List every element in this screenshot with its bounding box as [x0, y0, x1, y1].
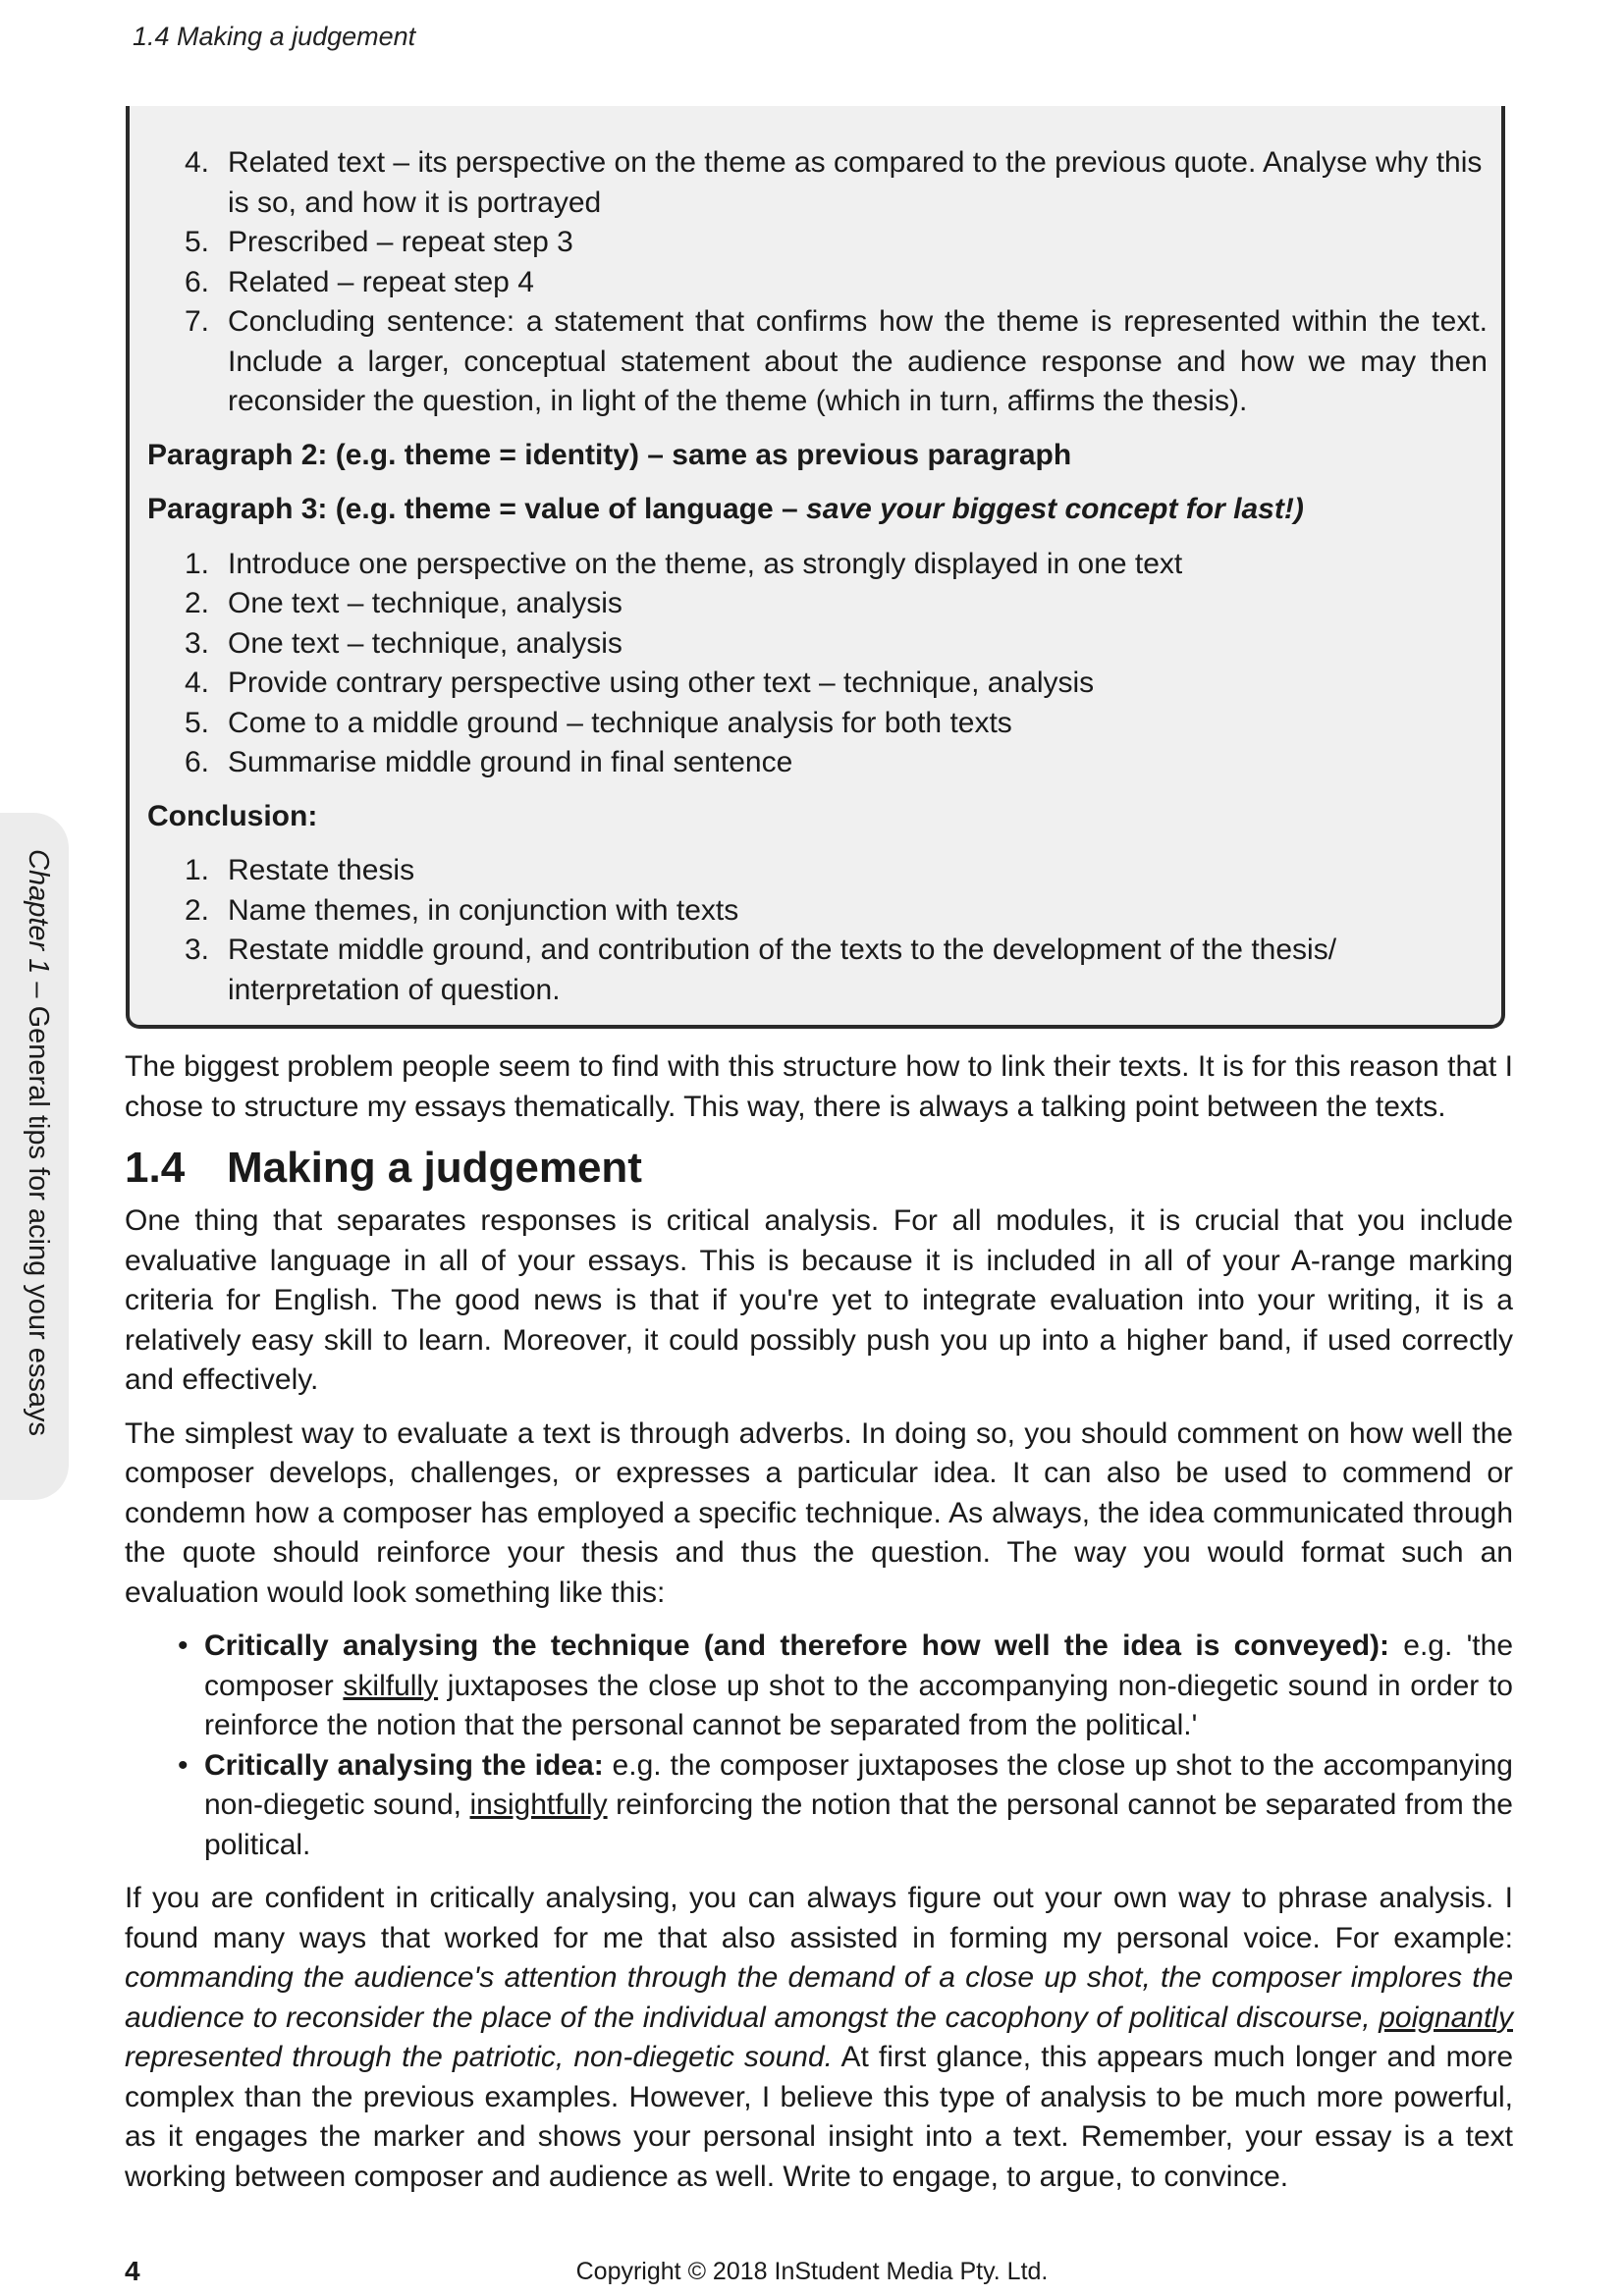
list-item-text: Restate thesis	[228, 854, 415, 886]
list-item	[147, 851, 1488, 891]
chapter-title: General tips for acing your essays	[23, 1005, 54, 1437]
chapter-dash: –	[23, 974, 54, 1006]
list-item-text: Come to a middle ground – technique analysis for both texts	[228, 706, 1012, 739]
list-item-number: 5.	[185, 226, 210, 258]
list-item-text: Prescribed – repeat step 3	[228, 226, 573, 258]
bullet-icon: •	[178, 1629, 189, 1662]
list-item-number: 5.	[185, 706, 210, 739]
conclusion-steps-list	[147, 851, 1488, 1010]
conclusion-heading: Conclusion:	[147, 799, 318, 832]
list-item-text: Related text – its perspective on the theme as compared to the previous quote. Analyse why this is so, and how it is portrayed	[228, 146, 1483, 219]
section-number: 1.4	[125, 1144, 186, 1192]
underlined-adverb: poignantly	[1379, 2001, 1513, 2034]
list-item	[147, 223, 1488, 263]
list-item-text: Concluding sentence: a statement that confirms how the theme is represented within the text. Include a larger, conceptual statement about the audience response and how we may then reconsider the question, in light of the theme (which in turn, affirms the thesis).	[228, 305, 1488, 417]
bullet-text: e.g. the composer juxtaposes the close up shot to the accompanying non-diegetic sound,	[204, 1748, 1513, 1821]
body-paragraph	[125, 1879, 1513, 2197]
list-item-number: 4.	[185, 146, 210, 179]
intro-paragraph: The biggest problem people seem to find with this structure how to link their texts. It is for this reason that I chose to structure my essays thematically. This way, there is always a talking point between the texts.	[125, 1050, 1513, 1123]
underlined-adverb: skilfully	[343, 1669, 439, 1702]
paragraph3-heading-text: Paragraph 3: (e.g. theme = value of language –	[147, 493, 807, 525]
example-text: represented through the patriotic, non-diegetic sound.	[125, 2041, 834, 2073]
list-item-number: 7.	[185, 305, 210, 338]
list-item	[147, 545, 1488, 585]
bullet-label: Critically analysing the idea:	[204, 1748, 604, 1782]
underlined-adverb: insightfully	[469, 1789, 608, 1821]
bullet-text: juxtaposes the close up shot to the accompanying non-diegetic sound in order to reinforce the notion that the personal cannot be separated from the political.'	[204, 1669, 1513, 1741]
section-title: Making a judgement	[227, 1144, 642, 1192]
list-item-number: 2.	[185, 587, 210, 619]
list-item	[147, 664, 1488, 704]
body-paragraph: One thing that separates responses is critical analysis. For all modules, it is crucial that you include evaluative language in all of your essays. This is because it is included in all of your A-range marking criteria for English. The good news is that if you're yet to integrate evaluation into your writing, it is a relatively easy skill to learn. Moreover, it could possibly push you up into a higher band, if used correctly and effectively.	[125, 1204, 1513, 1396]
list-item	[147, 302, 1488, 422]
list-item-text: Provide contrary perspective using other text – technique, analysis	[228, 667, 1095, 699]
list-item-text: Related – repeat step 4	[228, 265, 534, 298]
list-item-text: Restate middle ground, and contribution of the texts to the development of the thesis/ interpretation of question.	[228, 934, 1337, 1006]
chapter-number: Chapter 1	[23, 849, 54, 975]
list-item	[147, 704, 1488, 744]
essay-structure-box	[126, 106, 1505, 1029]
list-item	[147, 891, 1488, 932]
list-item	[147, 584, 1488, 624]
list-item	[125, 1627, 1513, 1746]
section-heading	[125, 1141, 1513, 1196]
list-item-number: 2.	[185, 893, 210, 927]
list-item-number: 6.	[185, 265, 210, 298]
page-number: 4	[125, 2256, 140, 2286]
list-item-text: One text – technique, analysis	[228, 626, 623, 660]
list-item-number: 1.	[185, 547, 210, 580]
bullet-text: e.g. 'the composer	[204, 1629, 1514, 1702]
bullet-text: reinforcing the notion that the personal cannot be separated from the political.	[204, 1789, 1513, 1861]
bullet-icon: •	[178, 1748, 189, 1782]
paragraph3-heading	[147, 490, 1488, 530]
paragraph3-steps-list	[147, 545, 1488, 783]
list-item-number: 3.	[185, 934, 210, 966]
paragraph1-steps-list	[147, 143, 1488, 422]
list-item-number: 3.	[185, 626, 210, 660]
running-head: 1.4 Making a judgement	[133, 22, 416, 51]
bullet-label: Critically analysing the technique (and therefore how well the idea is conveyed):	[204, 1629, 1390, 1662]
list-item-number: 1.	[185, 854, 210, 886]
example-text: commanding the audience's attention through the demand of a close up shot, the composer implores the audience to reconsider the place of the individual amongst the cacophony of political discourse,	[125, 1961, 1513, 2034]
list-item	[147, 624, 1488, 665]
copyright-notice: Copyright © 2018 InStudent Media Pty. Ltd.	[575, 2258, 1049, 2285]
list-item	[147, 263, 1488, 303]
list-item-text: Summarise middle ground in final sentence	[228, 746, 793, 778]
list-item	[147, 143, 1488, 223]
list-item	[147, 931, 1488, 1010]
list-item-text: Introduce one perspective on the theme, as strongly displayed in one text	[228, 547, 1183, 580]
evaluation-examples-list	[125, 1627, 1513, 1865]
main-content	[125, 1047, 1513, 2211]
paragraph-text: If you are confident in critically analysing, you can always figure out your own way to phrase analysis. I found many ways that worked for me that also assisted in forming my personal voice. For example:	[125, 1882, 1513, 1954]
paragraph2-heading: Paragraph 2: (e.g. theme = identity) – same as previous paragraph	[147, 438, 1072, 471]
list-item-text: Name themes, in conjunction with texts	[228, 893, 739, 927]
list-item	[147, 743, 1488, 783]
paragraph3-heading-emphasis: save your biggest concept for last!)	[806, 493, 1304, 525]
chapter-side-label	[22, 849, 54, 1477]
list-item	[125, 1746, 1513, 1866]
list-item-text: One text – technique, analysis	[228, 587, 623, 619]
list-item-number: 6.	[185, 746, 210, 778]
list-item-number: 4.	[185, 667, 210, 699]
body-paragraph: The simplest way to evaluate a text is through adverbs. In doing so, you should comment on how well the composer develops, challenges, or expresses a particular idea. It can also be used to commend or condemn how a composer has employed a specific technique. As always, the idea communicated through the quote should reinforce your thesis and thus the question. The way you would format such an evaluation would look something like this:	[125, 1416, 1513, 1609]
paragraph-text: At first glance, this appears much longer and more complex than the previous examples. However, I believe this type of analysis to be much more powerful, as it engages the marker and shows your personal insight into a text. Remember, your essay is a text working between composer and audience as well. Write to engage, to argue, to convince.	[125, 2041, 1513, 2193]
